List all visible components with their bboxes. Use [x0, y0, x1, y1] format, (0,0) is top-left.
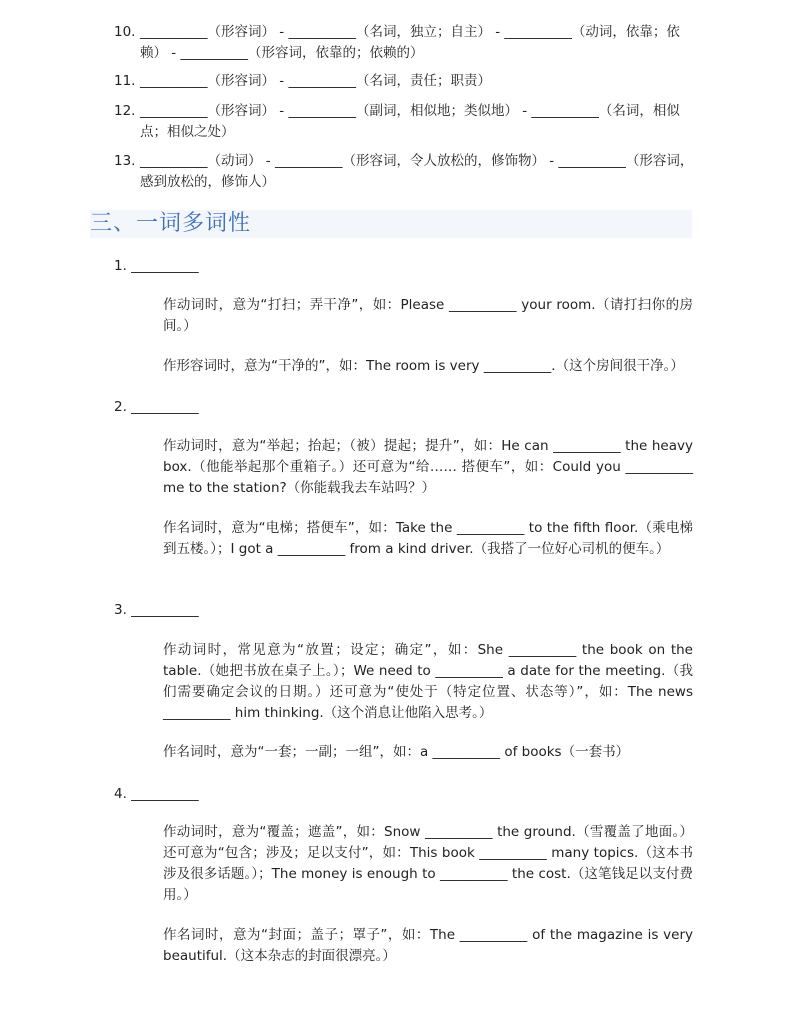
question-number: 3. __________	[114, 602, 199, 618]
usage-paragraph: 作形容词时，意为“干净的”，如：The room is very __________.（这个房间很干净。）	[163, 358, 684, 374]
item-text: __________（形容词） - __________（名词，责任；职责）	[140, 73, 491, 89]
item-number: 11.	[114, 73, 136, 89]
item-number: 10.	[114, 24, 136, 40]
usage-paragraph: 作动词时，意为“覆盖；遮盖”，如：Snow __________ the ground.（雪覆盖了地面。）还可意为“包含；涉及；足以支付”，如：This book __________ many topics.（这本书涉及很多话题。）；The money is enough to __________ the cost.（这笔钱足以支付费用。）	[163, 824, 693, 903]
item-number: 12.	[114, 103, 136, 119]
usage-paragraph: 作名词时，意为“封面；盖子；罩子”，如：The __________ of the magazine is very beautiful.（这本杂志的封面很漂亮。）	[163, 927, 693, 964]
usage-paragraph: 作名词时，意为“一套；一副；一组”，如：a __________ of books（一套书）	[163, 744, 630, 760]
question-number: 2. __________	[114, 399, 199, 415]
usage-paragraph: 作动词时，意为“举起；抬起；（被）提起；提升”，如：He can __________ the heavy box.（他能举起那个重箱子。）还可意为“给…… 搭便车”，如：Could you __________ me to the station?（你能载我去车站吗？）	[163, 438, 693, 496]
item-number: 13.	[114, 153, 136, 169]
question-number: 1. __________	[114, 258, 199, 274]
usage-paragraph: 作动词时，意为“打扫；弄干净”，如：Please __________ your room.（请打扫你的房间。）	[163, 297, 693, 334]
item-text: __________（形容词） - __________（副词，相似地；类似地） - __________（名词，相似点；相似之处）	[140, 103, 680, 140]
word-family-item	[114, 101, 694, 143]
word-family-item	[114, 151, 694, 193]
item-text: __________（形容词） - __________（名词，独立；自主） - __________（动词，依靠；依赖） - __________（形容词，依靠的；依赖的）	[140, 24, 680, 61]
item-text: __________（动词） - __________（形容词，令人放松的，修饰物） - __________（形容词，感到放松的，修饰人）	[140, 153, 694, 190]
word-family-item	[114, 71, 694, 92]
usage-paragraph: 作动词时，常见意为“放置；设定；确定”，如：She __________ the book on the table.（她把书放在桌子上。）；We need to __________ a date for the meeting.（我们需要确定会议的日期。）还可意为“使处于（特定位置、状态等）”，如：The news __________ him thinking.（这个消息让他陷入思考。）	[163, 642, 693, 721]
question-number: 4. __________	[114, 786, 199, 802]
usage-paragraph: 作名词时，意为“电梯；搭便车”，如：Take the __________ to the fifth floor.（乘电梯到五楼。）；I got a __________ from a kind driver.（我搭了一位好心司机的便车。）	[163, 520, 693, 557]
section-heading: 三、一词多词性	[90, 210, 692, 238]
word-family-item	[114, 22, 694, 64]
